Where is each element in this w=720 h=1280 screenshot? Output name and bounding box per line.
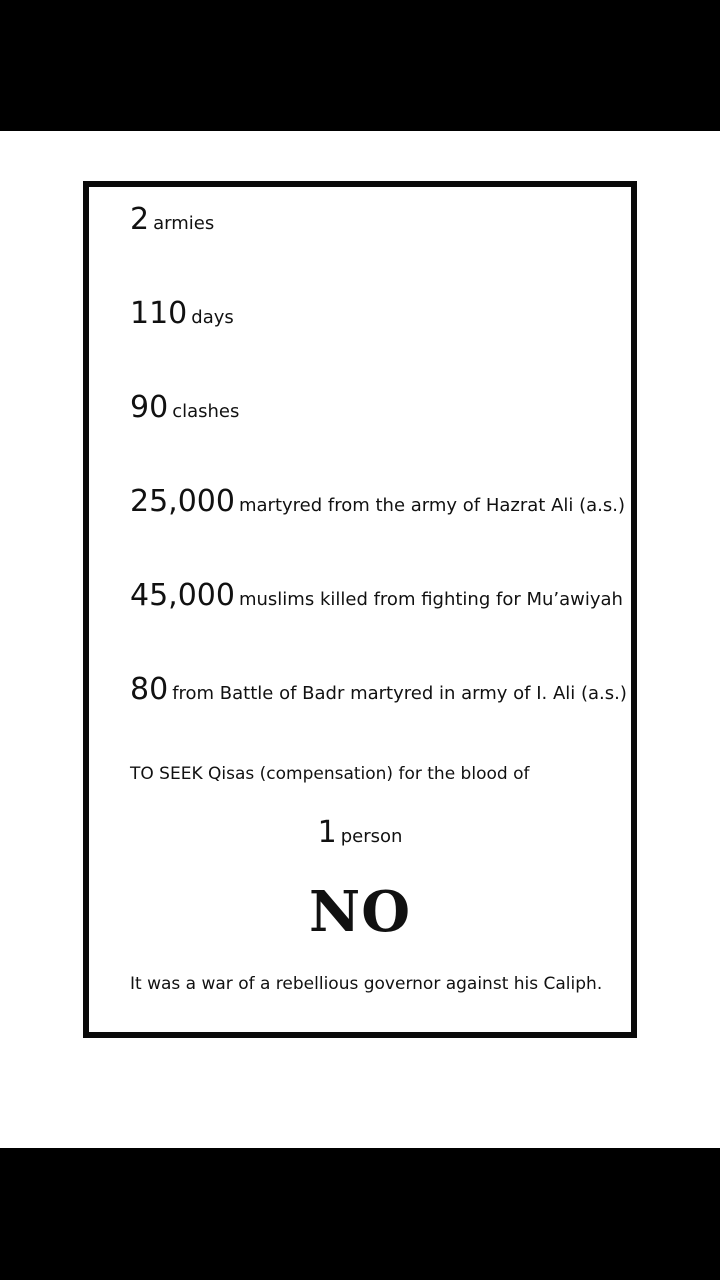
stat-row-days	[130, 296, 234, 331]
stat-number: 110	[130, 296, 188, 331]
person-label: person	[340, 826, 403, 847]
bottom-black-bar	[0, 1148, 720, 1280]
stat-label: muslims killed from fighting for Mu’awiyah	[238, 589, 623, 610]
top-black-bar	[0, 0, 720, 131]
stat-label: days	[191, 307, 234, 328]
stat-label: clashes	[172, 401, 240, 422]
stat-label: armies	[153, 213, 215, 234]
person-number: 1	[317, 815, 337, 850]
stat-label: from Battle of Badr martyred in army of I. Ali (a.s.)	[172, 683, 627, 704]
stat-number: 2	[130, 202, 150, 237]
stat-row-killed-muawiyah	[130, 578, 623, 613]
seek-qisas-line: TO SEEK Qisas (compensation) for the blood of	[130, 764, 530, 784]
stat-row-clashes	[130, 390, 240, 425]
stat-number: 80	[130, 672, 169, 707]
no-heading: NO	[309, 879, 411, 945]
stat-label: martyred from the army of Hazrat Ali (a.s.)	[238, 495, 626, 516]
stat-number: 90	[130, 390, 169, 425]
stat-row-badr	[130, 672, 627, 707]
stat-row-martyred-ali	[130, 484, 626, 519]
person-row	[0, 815, 720, 850]
stat-row-armies	[130, 202, 215, 237]
stat-number: 25,000	[130, 484, 235, 519]
conclusion-line: It was a war of a rebellious governor against his Caliph.	[130, 974, 603, 994]
stat-number: 45,000	[130, 578, 235, 613]
